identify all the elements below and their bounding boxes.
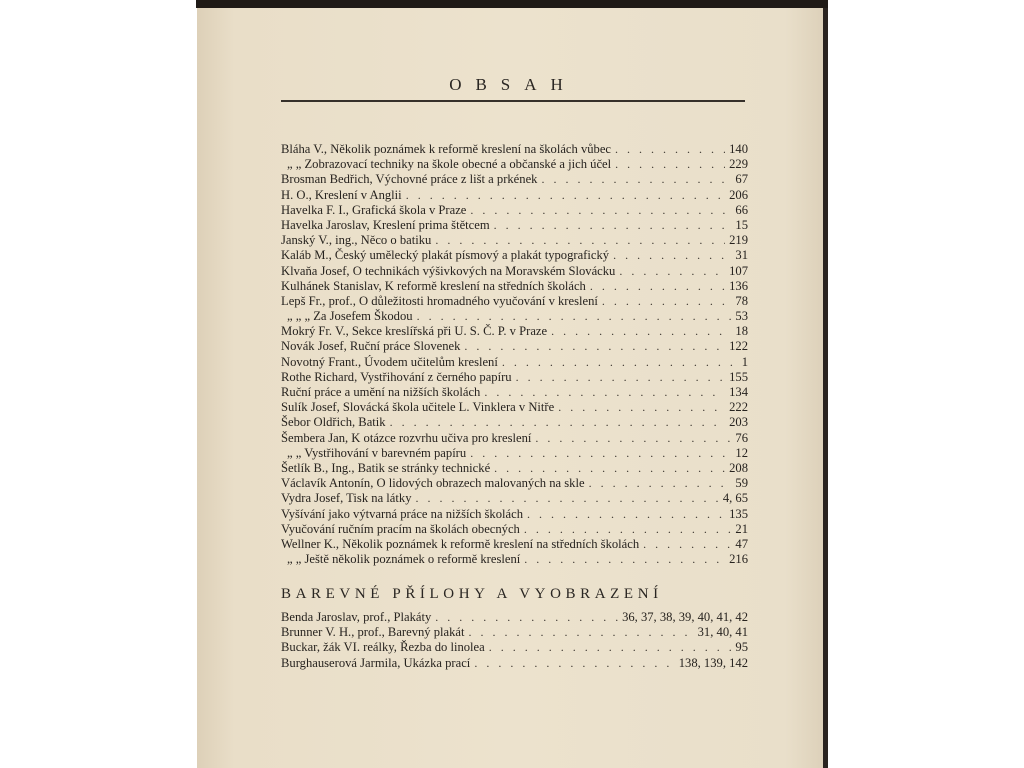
entry-page: 219	[729, 233, 748, 248]
toc-entry	[281, 610, 748, 625]
toc-entry	[281, 491, 748, 506]
leader-dots	[524, 522, 732, 537]
toc-entry	[281, 656, 748, 671]
leader-dots	[494, 218, 732, 233]
entry-page: 59	[735, 476, 748, 491]
toc-entry	[281, 400, 748, 415]
toc-entry	[281, 157, 748, 172]
leader-dots	[602, 294, 732, 309]
section-heading: BAREVNÉ PŘÍLOHY A VYOBRAZENÍ	[281, 586, 663, 602]
entry-page: 18	[735, 324, 748, 339]
entry-title: „ „ Ještě několik poznámek o reformě kreslení	[287, 552, 521, 567]
entry-title: Brosman Bedřich, Výchovné práce z lišt a prkének	[281, 172, 538, 187]
entry-title: Sulík Josef, Slovácká škola učitele L. Vinklera v Nitře	[281, 400, 555, 415]
entry-title: Lepš Fr., prof., O důležitosti hromadného vyučování v kreslení	[281, 293, 598, 308]
toc-entry	[281, 640, 748, 655]
entry-title: Kulhánek Stanislav, K reformě kreslení na středních školách	[281, 278, 586, 293]
toc-entry	[281, 279, 748, 294]
leader-dots	[390, 415, 726, 430]
entry-page: 47	[735, 536, 748, 551]
leader-dots	[417, 309, 732, 324]
page-title: OBSAH	[449, 75, 577, 94]
entry-title: Burghauserová Jarmila, Ukázka prací	[281, 655, 471, 670]
entry-title: Vyšívání jako výtvarná práce na nižších školách	[281, 506, 523, 521]
toc-entry	[281, 142, 748, 157]
toc-entry	[281, 370, 748, 385]
leader-dots	[484, 385, 725, 400]
entry-page: 140	[729, 142, 748, 156]
toc-entry	[281, 233, 748, 248]
entry-page: 15	[735, 217, 748, 232]
leader-dots	[470, 446, 731, 461]
contents-list	[281, 142, 748, 567]
entry-page: 155	[729, 369, 748, 384]
entry-title: Vydra Josef, Tisk na látky	[281, 491, 412, 506]
entry-page: 136	[729, 278, 748, 293]
toc-entry	[281, 248, 748, 263]
toc-entry	[281, 203, 748, 218]
entry-title: Vyučování ručním pracím na školách obecných	[281, 521, 520, 536]
leader-dots	[535, 431, 731, 446]
entry-title: Havelka Jaroslav, Kreslení prima štětcem	[281, 217, 490, 232]
leader-dots	[619, 264, 725, 279]
entry-page: 107	[729, 263, 748, 278]
leader-dots	[643, 537, 731, 552]
leader-dots	[527, 507, 725, 522]
entry-page: 138, 139, 142	[678, 655, 748, 670]
leader-dots	[551, 324, 731, 339]
entry-title: Benda Jaroslav, prof., Plakáty	[281, 610, 432, 624]
leader-dots	[464, 339, 725, 354]
title-rule	[281, 100, 745, 102]
leader-dots	[558, 400, 725, 415]
leader-dots	[615, 142, 725, 157]
entry-page: 31, 40, 41	[697, 625, 748, 640]
entry-title: Brunner V. H., prof., Barevný plakát	[281, 625, 465, 640]
leader-dots	[435, 610, 618, 625]
entry-title: Bláha V., Několik poznámek k reformě kreslení na školách vůbec	[281, 142, 612, 156]
leader-dots	[489, 640, 732, 655]
toc-entry	[281, 218, 748, 233]
entry-page: 67	[735, 172, 748, 187]
leader-dots	[589, 476, 732, 491]
entry-page: 229	[729, 157, 748, 172]
entry-page: 31	[735, 248, 748, 263]
entry-title: Kaláb M., Český umělecký plakát písmový a plakát typografický	[281, 248, 610, 263]
leader-dots	[406, 188, 725, 203]
entry-page: 208	[729, 460, 748, 475]
entry-title: Buckar, žák VI. reálky, Řezba do linolea	[281, 640, 485, 655]
entry-title: Janský V., ing., Něco o batiku	[281, 233, 432, 248]
leader-dots	[613, 248, 731, 263]
entry-title: „ „ „ Za Josefem Škodou	[287, 309, 413, 324]
entry-title: Wellner K., Několik poznámek k reformě kreslení na středních školách	[281, 536, 640, 551]
entry-title: Šetlík B., Ing., Batik se stránky technické	[281, 460, 491, 475]
leader-dots	[470, 203, 731, 218]
toc-entry	[281, 385, 748, 400]
entry-page: 1	[741, 354, 748, 369]
entry-page: 66	[735, 202, 748, 217]
toc-entry	[281, 294, 748, 309]
entry-title: Novák Josef, Ruční práce Slovenek	[281, 339, 461, 354]
entry-page: 216	[729, 552, 748, 567]
scan-top-edge	[196, 0, 828, 8]
entry-title: „ „ Zobrazovací techniky na škole obecné a občanské a jich účel	[287, 157, 612, 172]
toc-entry	[281, 537, 748, 552]
leader-dots	[469, 625, 694, 640]
toc-entry	[281, 461, 748, 476]
entry-page: 21	[735, 521, 748, 536]
illustrations-list	[281, 610, 748, 671]
leader-dots	[541, 172, 731, 187]
entry-title: Václavík Antonín, O lidových obrazech malovaných na skle	[281, 476, 585, 491]
leader-dots	[516, 370, 726, 385]
toc-entry	[281, 309, 748, 324]
toc-entry	[281, 264, 748, 279]
toc-entry	[281, 446, 748, 461]
entry-title: Havelka F. I., Grafická škola v Praze	[281, 202, 467, 217]
entry-page: 206	[729, 187, 748, 202]
entry-title: Šembera Jan, K otázce rozvrhu učiva pro kreslení	[281, 430, 532, 445]
toc-entry	[281, 355, 748, 370]
entry-page: 12	[735, 445, 748, 460]
toc-entry	[281, 522, 748, 537]
entry-page: 78	[735, 293, 748, 308]
entry-page: 76	[735, 430, 748, 445]
leader-dots	[502, 355, 738, 370]
toc-entry	[281, 188, 748, 203]
entry-title: „ „ Vystřihování v barevném papíru	[287, 445, 467, 460]
entry-title: Klvaňa Josef, O technikách výšivkových na Moravském Slovácku	[281, 263, 616, 278]
leader-dots	[435, 233, 725, 248]
entry-page: 53	[735, 309, 748, 324]
entry-page: 203	[729, 415, 748, 430]
entry-page: 134	[729, 385, 748, 399]
toc-entry	[281, 507, 748, 522]
entry-page: 36, 37, 38, 39, 40, 41, 42	[622, 610, 748, 624]
toc-entry	[281, 431, 748, 446]
leader-dots	[474, 656, 674, 671]
toc-entry	[281, 339, 748, 354]
toc-entry	[281, 415, 748, 430]
leader-dots	[494, 461, 725, 476]
toc-entry	[281, 552, 748, 567]
entry-page: 4, 65	[722, 491, 748, 506]
entry-page: 95	[735, 640, 748, 655]
entry-title: Ruční práce a umění na nižších školách	[281, 385, 481, 399]
entry-title: Novotný Frant., Úvodem učitelům kreslení	[281, 354, 498, 369]
leader-dots	[590, 279, 725, 294]
entry-page: 135	[729, 506, 748, 521]
toc-entry	[281, 476, 748, 491]
leader-dots	[524, 552, 725, 567]
book-edge	[823, 8, 828, 768]
book-page	[197, 8, 823, 768]
leader-dots	[416, 491, 719, 506]
entry-title: Mokrý Fr. V., Sekce kreslířská při U. S. Č. P. v Praze	[281, 324, 548, 339]
toc-entry	[281, 625, 748, 640]
entry-title: Šebor Oldřich, Batik	[281, 415, 386, 430]
entry-page: 222	[729, 400, 748, 415]
entry-page: 122	[729, 339, 748, 354]
leader-dots	[615, 157, 725, 172]
entry-title: H. O., Kreslení v Anglii	[281, 187, 402, 202]
toc-entry	[281, 324, 748, 339]
toc-entry	[281, 172, 748, 187]
entry-title: Rothe Richard, Vystřihování z černého papíru	[281, 369, 512, 384]
